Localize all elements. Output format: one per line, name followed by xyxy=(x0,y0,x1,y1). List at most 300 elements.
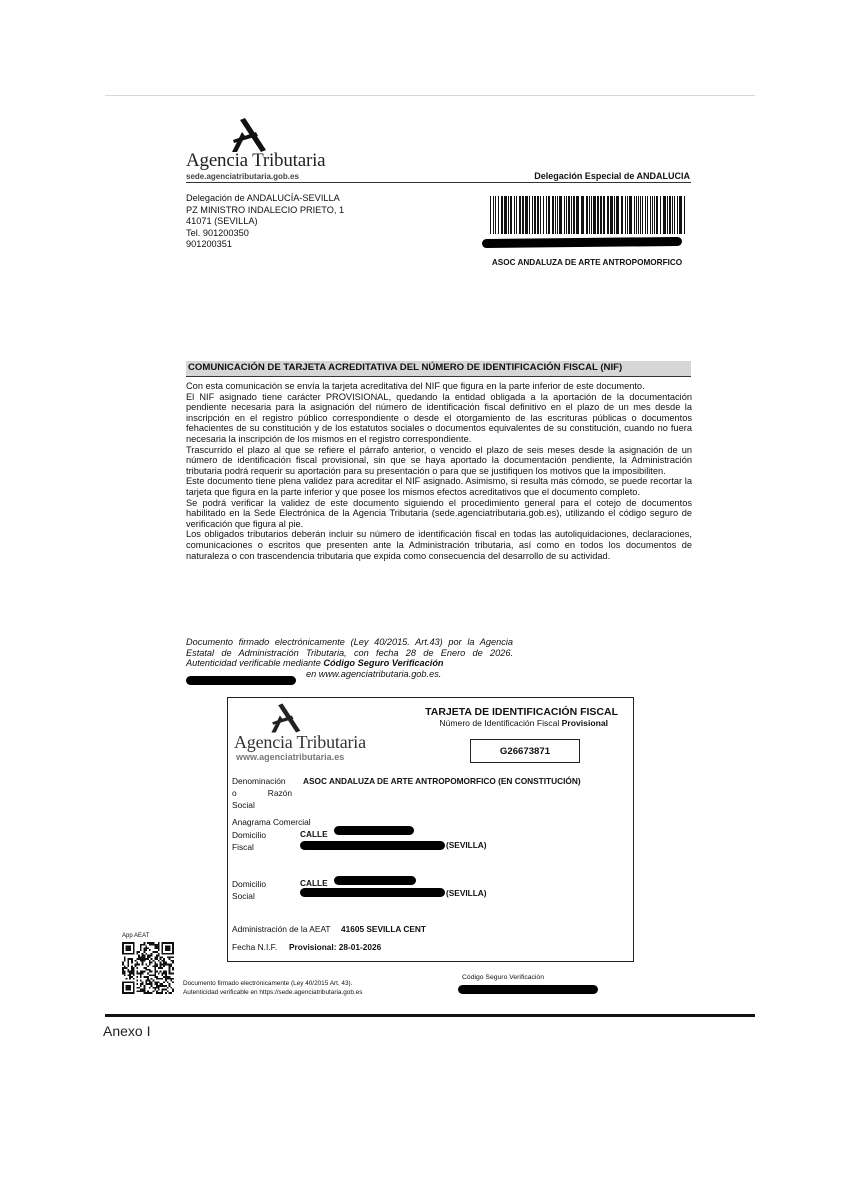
domicilio-fiscal-street: CALLE xyxy=(300,829,328,839)
qr-module xyxy=(140,972,142,974)
qr-module xyxy=(154,967,156,969)
barcode-bar xyxy=(490,196,491,234)
qr-module xyxy=(158,946,160,948)
barcode-bar xyxy=(654,196,655,234)
barcode-bar xyxy=(508,196,509,234)
label-line: Social xyxy=(232,800,255,810)
qr-module xyxy=(144,947,146,949)
qr-module xyxy=(142,953,144,955)
qr-module xyxy=(170,980,172,982)
qr-module xyxy=(142,972,144,974)
qr-module xyxy=(163,971,165,973)
qr-module xyxy=(170,992,172,994)
qr-module xyxy=(151,944,153,946)
qr-module xyxy=(154,983,156,985)
barcode-bar xyxy=(627,196,628,234)
barcode-bar xyxy=(559,196,562,234)
qr-module xyxy=(167,978,169,980)
qr-module xyxy=(160,967,162,969)
qr-module xyxy=(163,985,165,987)
admin-label: Administración de la AEAT xyxy=(232,924,331,934)
barcode-bar xyxy=(537,196,539,234)
qr-module xyxy=(149,987,151,989)
barcode-bar xyxy=(645,196,646,234)
qr-module xyxy=(124,960,126,962)
card-title: TARJETA DE IDENTIFICACIÓN FISCAL xyxy=(425,706,618,718)
qr-module xyxy=(138,955,140,957)
qr-module xyxy=(156,955,158,957)
app-aeat-label: App AEAT xyxy=(122,933,150,939)
qr-module xyxy=(163,965,165,967)
qr-module xyxy=(135,960,137,962)
qr-module xyxy=(131,965,133,967)
address-line: Tel. 901200350 xyxy=(186,227,249,238)
qr-module xyxy=(149,980,151,982)
qr-module xyxy=(144,944,146,946)
qr-module xyxy=(156,944,158,946)
qr-module xyxy=(142,989,144,991)
qr-module xyxy=(140,958,142,960)
barcode-bar xyxy=(543,196,544,234)
qr-module xyxy=(149,981,151,983)
qr-module xyxy=(156,947,158,949)
qr-module xyxy=(156,971,158,973)
qr-module xyxy=(136,972,138,974)
qr-module xyxy=(151,992,153,994)
qr-module xyxy=(145,980,147,982)
qr-module xyxy=(140,976,142,978)
barcode-bar xyxy=(501,196,503,234)
qr-module xyxy=(170,972,172,974)
qr-module xyxy=(172,969,174,971)
redacted-block xyxy=(186,676,296,685)
qr-module xyxy=(163,976,165,978)
body-paragraph: Se podrá verificar la validez de este documento siguiendo el procedimiento general para el cotejo de documentos habilitado en la Sede Electrónica de la Agencia Tributaria (sede.agenciatributaria.gob.es), utilizando el código seguro de verificación que figura al pie. xyxy=(186,497,692,529)
barcode-bar xyxy=(667,196,668,234)
qr-module xyxy=(136,951,138,953)
qr-module xyxy=(147,972,149,974)
barcode-bar xyxy=(571,196,572,234)
qr-module xyxy=(161,967,163,969)
barcode-bar xyxy=(586,196,588,234)
barcode-bar xyxy=(616,196,619,234)
qr-module xyxy=(154,964,156,966)
qr-module xyxy=(169,976,171,978)
qr-module xyxy=(161,992,163,994)
qr-module xyxy=(160,971,162,973)
electronic-signature-note xyxy=(186,637,513,679)
qr-module xyxy=(131,972,133,974)
card-subtitle-bold: Provisional xyxy=(561,718,608,728)
qr-module xyxy=(169,992,171,994)
qr-module xyxy=(170,978,172,980)
qr-module xyxy=(152,987,154,989)
qr-module xyxy=(147,955,149,957)
qr-module xyxy=(151,981,153,983)
qr-module xyxy=(149,955,151,957)
qr-module xyxy=(129,958,131,960)
barcode-bar xyxy=(522,196,524,234)
qr-module xyxy=(131,967,133,969)
qr-module xyxy=(136,971,138,973)
sender-address xyxy=(186,193,344,251)
qr-module xyxy=(149,983,151,985)
qr-module xyxy=(161,989,163,991)
qr-module xyxy=(149,969,151,971)
redacted-block xyxy=(300,888,445,897)
qr-module xyxy=(160,965,162,967)
qr-module xyxy=(140,971,142,973)
qr-module xyxy=(158,992,160,994)
barcode-bar xyxy=(684,196,685,234)
qr-module xyxy=(147,983,149,985)
barcode-bar xyxy=(610,196,613,234)
qr-module xyxy=(156,956,158,958)
qr-module xyxy=(152,965,154,967)
card-agency-url: www.agenciatributaria.es xyxy=(236,752,345,762)
qr-module xyxy=(136,964,138,966)
barcode-bar xyxy=(516,196,517,234)
qr-module xyxy=(140,989,142,991)
qr-module xyxy=(131,958,133,960)
qr-module xyxy=(158,949,160,951)
barcode-bar xyxy=(546,196,547,234)
qr-module xyxy=(158,987,160,989)
barcode-bar xyxy=(529,196,530,234)
barcode-bar xyxy=(534,196,536,234)
qr-module xyxy=(149,960,151,962)
qr-module xyxy=(133,974,135,976)
qr-module xyxy=(142,962,144,964)
qr-module xyxy=(167,976,169,978)
qr-module xyxy=(154,969,156,971)
qr-module xyxy=(160,962,162,964)
qr-module xyxy=(169,971,171,973)
qr-module xyxy=(169,983,171,985)
qr-module xyxy=(126,967,128,969)
barcode-bar xyxy=(669,196,671,234)
qr-module xyxy=(169,956,171,958)
barcode-bar xyxy=(660,196,661,234)
qr-module xyxy=(136,980,138,982)
card-subtitle-prefix: Número de Identificación Fiscal xyxy=(439,718,560,728)
qr-module xyxy=(124,974,126,976)
barcode-bar xyxy=(495,196,496,234)
qr-module xyxy=(154,956,156,958)
qr-module xyxy=(172,981,174,983)
redacted-block xyxy=(300,841,445,850)
agencia-tributaria-logo-icon xyxy=(268,703,302,733)
qr-module xyxy=(144,976,146,978)
qr-module xyxy=(165,989,167,991)
qr-module xyxy=(156,978,158,980)
barcode-bar xyxy=(597,196,599,234)
qr-module xyxy=(165,985,167,987)
qr-module xyxy=(147,947,149,949)
qr-module xyxy=(163,972,165,974)
barcode-bar xyxy=(636,196,637,234)
qr-module xyxy=(160,958,162,960)
qr-module xyxy=(165,962,167,964)
qr-module xyxy=(169,972,171,974)
qr-module xyxy=(151,953,153,955)
qr-module xyxy=(154,946,156,948)
barcode-bar xyxy=(600,196,602,234)
qr-module xyxy=(156,976,158,978)
label-line: o xyxy=(232,788,237,798)
barcode-bar xyxy=(652,196,653,234)
qr-module xyxy=(160,978,162,980)
qr-module xyxy=(169,978,171,980)
qr-module xyxy=(129,972,131,974)
qr-module xyxy=(167,987,169,989)
body-paragraph: Con esta comunicación se envía la tarjeta acreditativa del NIF que figura en la parte inferior de este documento. xyxy=(186,381,645,391)
qr-module xyxy=(156,985,158,987)
qr-module xyxy=(154,951,156,953)
footer-line: Documento firmado electrónicamente (Ley 40/2015 Art. 43). xyxy=(183,980,353,987)
label-line: Domicilio xyxy=(232,830,266,840)
qr-module xyxy=(145,983,147,985)
qr-module xyxy=(151,974,153,976)
qr-module xyxy=(167,990,169,992)
qr-module xyxy=(140,947,142,949)
qr-module xyxy=(131,971,133,973)
qr-module xyxy=(163,981,165,983)
qr-module xyxy=(144,949,146,951)
qr-module xyxy=(158,942,160,944)
qr-module xyxy=(147,956,149,958)
qr-module xyxy=(172,960,174,962)
top-divider xyxy=(105,95,755,96)
qr-module xyxy=(149,942,151,944)
qr-module xyxy=(158,989,160,991)
qr-module xyxy=(151,985,153,987)
barcode-bar xyxy=(656,196,658,234)
qr-module xyxy=(170,987,172,989)
qr-module xyxy=(122,967,124,969)
csv-bold: Código Seguro Verificación xyxy=(323,658,444,669)
barcode-bar xyxy=(498,196,499,234)
card-subtitle xyxy=(380,718,608,728)
qr-module xyxy=(147,958,149,960)
qr-module xyxy=(145,976,147,978)
qr-module xyxy=(136,958,138,960)
barcode-bar xyxy=(614,196,615,234)
barcode-bar xyxy=(650,196,651,234)
qr-module xyxy=(165,978,167,980)
qr-module xyxy=(154,947,156,949)
qr-module xyxy=(154,987,156,989)
qr-module xyxy=(151,958,153,960)
qr-module xyxy=(152,990,154,992)
qr-module xyxy=(149,964,151,966)
qr-module xyxy=(142,983,144,985)
qr-module xyxy=(140,980,142,982)
redacted-block xyxy=(458,985,598,994)
signature-text: Documento firmado electrónicamente (Ley 40/2015. Art.43) por la Agencia Estatal de Administración Tributaria, con fecha 28 de Enero de 2026. Autenticidad verificable mediante xyxy=(186,637,513,669)
qr-module xyxy=(142,960,144,962)
barcode-bar xyxy=(532,196,533,234)
barcode-bar xyxy=(510,196,512,234)
qr-module xyxy=(158,960,160,962)
qr-module xyxy=(145,981,147,983)
qr-module xyxy=(149,949,151,951)
qr-module xyxy=(140,974,142,976)
qr-module xyxy=(144,989,146,991)
qr-module xyxy=(136,987,138,989)
body-paragraph: Este documento tiene plena validez para acreditar el NIF asignado. Asimismo, si resulta más cómodo, se puede recortar la tarjeta que figura en la parte inferior y que posee los mismos efectos acreditativos que el documento completo. xyxy=(186,476,692,497)
qr-module xyxy=(161,974,163,976)
qr-module xyxy=(158,944,160,946)
qr-module xyxy=(158,953,160,955)
qr-module xyxy=(158,981,160,983)
qr-module xyxy=(138,964,140,966)
address-line: 41071 (SEVILLA) xyxy=(186,216,258,226)
qr-module xyxy=(142,944,144,946)
qr-module xyxy=(124,967,126,969)
qr-module xyxy=(131,962,133,964)
qr-module xyxy=(144,951,146,953)
qr-module xyxy=(145,964,147,966)
qr-module xyxy=(127,960,129,962)
qr-module xyxy=(170,965,172,967)
qr-module xyxy=(151,978,153,980)
qr-module xyxy=(124,972,126,974)
qr-module xyxy=(136,967,138,969)
qr-module xyxy=(172,978,174,980)
barcode-bar xyxy=(642,196,643,234)
qr-module xyxy=(122,972,124,974)
qr-module xyxy=(172,962,174,964)
qr-module xyxy=(147,976,149,978)
qr-module xyxy=(154,971,156,973)
qr-module xyxy=(169,985,171,987)
qr-module xyxy=(154,962,156,964)
barcode-bar xyxy=(629,196,632,234)
agency-name: Agencia Tributaria xyxy=(186,150,326,171)
qr-module xyxy=(160,964,162,966)
qr-module xyxy=(156,992,158,994)
barcode-bar xyxy=(638,196,639,234)
barcode-bar xyxy=(493,196,494,234)
domicilio-social-street: CALLE xyxy=(300,878,328,888)
qr-module xyxy=(161,985,163,987)
qr-module xyxy=(169,964,171,966)
qr-module xyxy=(154,958,156,960)
qr-module xyxy=(147,942,149,944)
qr-module xyxy=(147,980,149,982)
barcode-bar xyxy=(679,196,682,234)
qr-module xyxy=(127,969,129,971)
qr-module xyxy=(160,983,162,985)
qr-module xyxy=(165,972,167,974)
barcode-bar xyxy=(589,196,590,234)
body-paragraph: Trascurrido el plazo al que se refiere el párrafo anterior, o vencido el plazo de seis meses desde la asignación de un número de identificación fiscal provisional, sin que se haya aportado la documentación pendiente, la Administración tributaria podrá requerir su aportación para su presentación o para que se justifiquen los motivos que la imposibiliten. xyxy=(186,444,692,476)
qr-module xyxy=(158,955,160,957)
qr-module xyxy=(149,962,151,964)
qr-module xyxy=(161,964,163,966)
qr-module xyxy=(145,949,147,951)
barcode-bar xyxy=(581,196,584,234)
qr-module xyxy=(136,990,138,992)
barcode-bar xyxy=(519,196,521,234)
qr-module xyxy=(142,981,144,983)
qr-module xyxy=(144,971,146,973)
qr-module xyxy=(131,976,133,978)
qr-module xyxy=(163,989,165,991)
csv-label: Código Seguro Verificación xyxy=(462,974,544,981)
qr-module xyxy=(122,969,124,971)
qr-module xyxy=(144,967,146,969)
barcode xyxy=(490,196,688,234)
qr-module xyxy=(140,960,142,962)
body-paragraph: Los obligados tributarios deberán incluir su número de identificación fiscal en todas las autoliquidaciones, declaraciones, comunicaciones o escritos que presenten ante la Administración tributaria, así como en todos los documentos de naturaleza o con trascendencia tributaria que expida como consecuencia del desarrollo de su actividad. xyxy=(186,529,692,561)
qr-module xyxy=(136,962,138,964)
nif-number: G26673871 xyxy=(499,746,551,757)
qr-module xyxy=(138,987,140,989)
qr-module xyxy=(138,958,140,960)
domicilio-social-label xyxy=(232,878,266,902)
qr-module xyxy=(161,990,163,992)
denominacion-label xyxy=(232,775,292,811)
qr-module xyxy=(152,944,154,946)
qr-module xyxy=(156,981,158,983)
barcode-bar xyxy=(621,196,623,234)
qr-module xyxy=(127,965,129,967)
qr-module xyxy=(158,972,160,974)
barcode-bar xyxy=(640,196,641,234)
qr-module xyxy=(163,962,165,964)
qr-module xyxy=(156,983,158,985)
qr-module xyxy=(151,955,153,957)
barcode-bar xyxy=(607,196,609,234)
qr-module xyxy=(144,992,146,994)
qr-module xyxy=(124,958,126,960)
qr-module xyxy=(127,962,129,964)
qr-module xyxy=(140,983,142,985)
qr-module xyxy=(172,956,174,958)
qr-module xyxy=(165,974,167,976)
barcode-bar xyxy=(573,196,575,234)
qr-module xyxy=(127,971,129,973)
qr-module xyxy=(156,958,158,960)
qr-module xyxy=(145,969,147,971)
qr-module xyxy=(154,989,156,991)
denominacion-value: ASOC ANDALUZA DE ARTE ANTROPOMORFICO (EN CONSTITUCIÓN) xyxy=(303,776,581,786)
qr-module xyxy=(161,983,163,985)
label-line: Denominación xyxy=(232,776,286,786)
qr-module xyxy=(152,951,154,953)
qr-module xyxy=(133,978,135,980)
redacted-block xyxy=(334,876,416,885)
qr-module xyxy=(131,960,133,962)
barcode-bar xyxy=(566,196,567,234)
qr-module xyxy=(144,955,146,957)
qr-module xyxy=(165,946,170,951)
qr-module xyxy=(169,969,171,971)
card-agency-name: Agencia Tributaria xyxy=(234,732,366,752)
qr-module xyxy=(138,972,140,974)
qr-module xyxy=(151,971,153,973)
qr-module xyxy=(140,946,142,948)
qr-module xyxy=(147,965,149,967)
qr-module xyxy=(165,976,167,978)
qr-module xyxy=(170,956,172,958)
qr-module xyxy=(161,960,163,962)
address-line: Delegación de ANDALUCÍA-SEVILLA xyxy=(186,193,340,203)
qr-module xyxy=(124,971,126,973)
barcode-bar xyxy=(540,196,541,234)
